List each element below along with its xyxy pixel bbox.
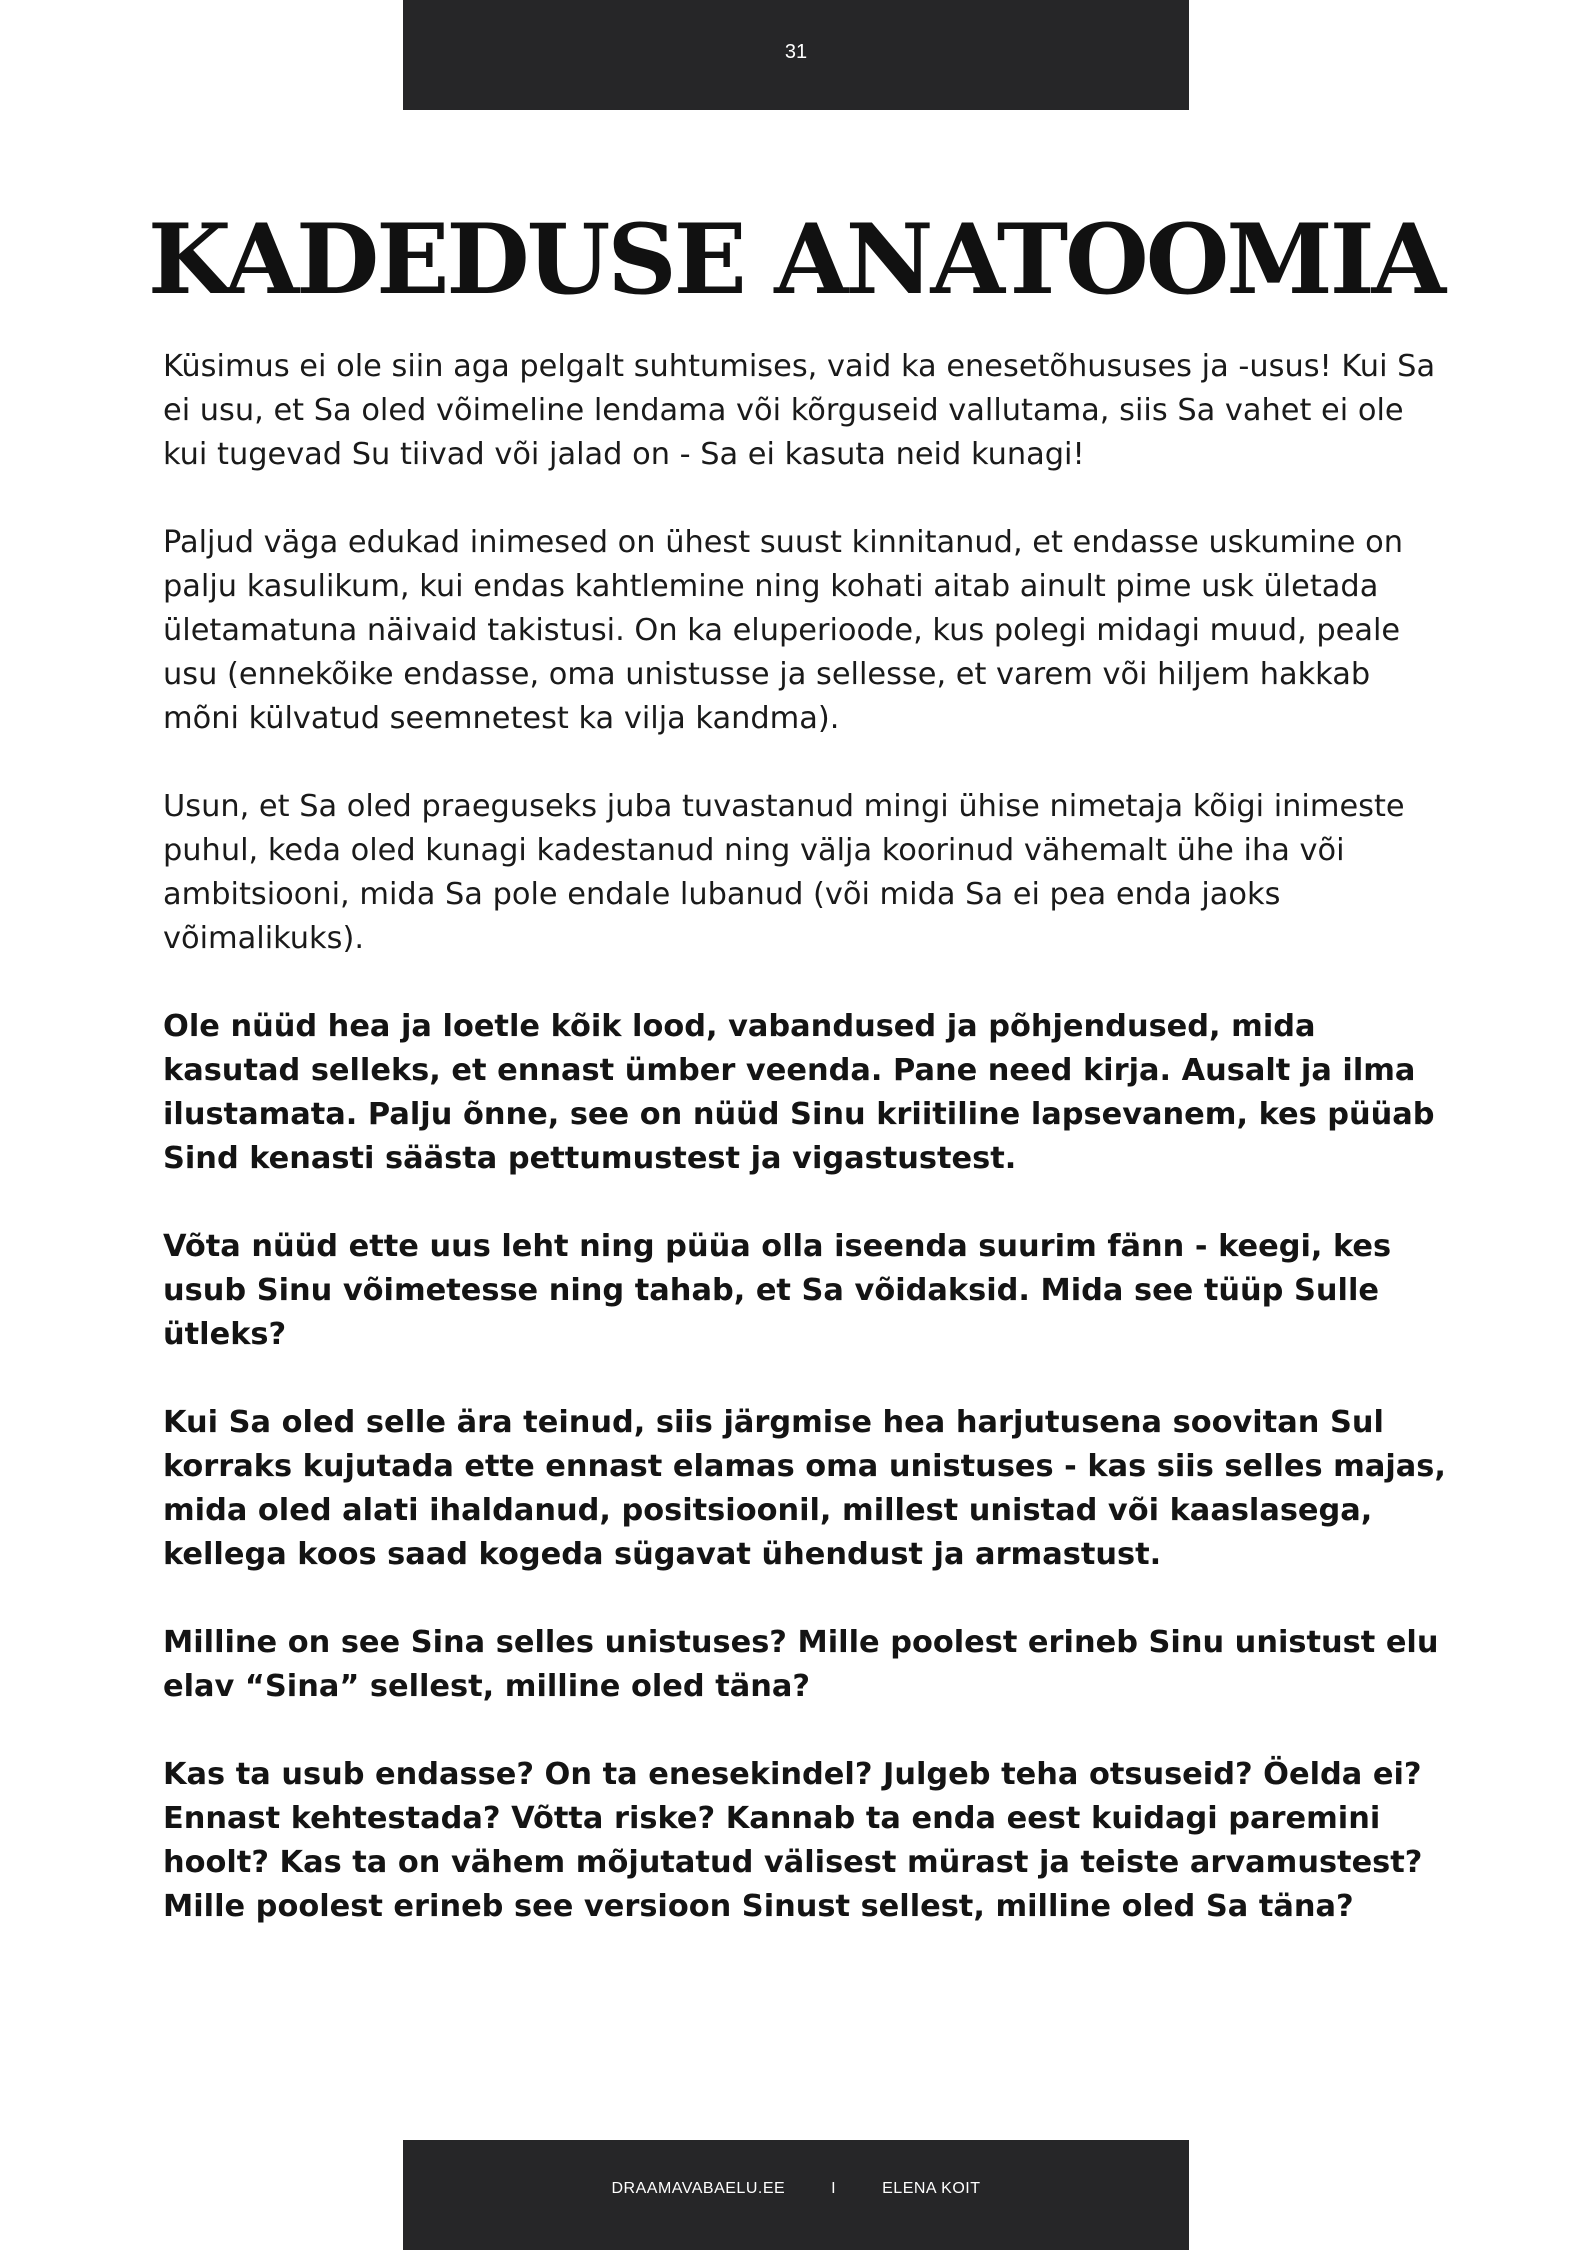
page-header-bar bbox=[403, 0, 1189, 110]
paragraph-6: Kui Sa oled selle ära teinud, siis järgmise hea harjutusena soovitan Sul korraks kujutada ette ennast elamas oma unistuses - kas siis selles majas, mida oled alati ihaldanud, positsioonil, millest unistad või kaaslasega, kellega koos saad kogeda sügavat ühendust ja armastust. bbox=[163, 1405, 1446, 1572]
paragraph-4: Ole nüüd hea ja loetle kõik lood, vabandused ja põhjendused, mida kasutad selleks, et ennast ümber veenda. Pane need kirja. Ausalt ja ilma ilustamata. Palju õnne, see on nüüd Sinu kriitiline lapsevanem, kes püüab Sind kenasti säästa pettumustest ja vigastustest. bbox=[163, 1009, 1435, 1176]
paragraph-3: Usun, et Sa oled praeguseks juba tuvastanud mingi ühise nimetaja kõigi inimeste puhul, keda oled kunagi kadestanud ning välja koorinud vähemalt ühe iha või ambitsiooni, mida Sa pole endale lubanud (või mida Sa ei pea enda jaoks võimalikuks). bbox=[163, 789, 1405, 956]
footer-author: ELENA KOIT bbox=[882, 2180, 981, 2197]
paragraph-1: Küsimus ei ole siin aga pelgalt suhtumises, vaid ka enesetõhususes ja -usus! Kui Sa ei usu, et Sa oled võimeline lendama või kõrguseid vallutama, siis Sa vahet ei ole kui tugevad Su tiivad või jalad on - Sa ei kasuta neid kunagi! bbox=[163, 349, 1436, 472]
page-number: 31 bbox=[784, 41, 808, 63]
paragraph-8: Kas ta usub endasse? On ta enesekindel? Julgeb teha otsuseid? Öelda ei? Ennast kehtestada? Võtta riske? Kannab ta enda eest kuidagi paremini hoolt? Kas ta on vähem mõjutatud välisest mürast ja teiste arvamustest? Mille poolest erineb see versioon Sinust sellest, milline oled Sa täna? bbox=[163, 1757, 1423, 1924]
page-title: KADEDUSE ANATOOMIA bbox=[147, 203, 1444, 316]
footer-separator: I bbox=[831, 2180, 837, 2197]
body-text bbox=[163, 345, 1453, 1973]
page-footer-bar bbox=[403, 2140, 1189, 2250]
paragraph-5: Võta nüüd ette uus leht ning püüa olla iseenda suurim fänn - keegi, kes usub Sinu võimetesse ning tahab, et Sa võidaksid. Mida see tüüp Sulle ütleks? bbox=[163, 1229, 1392, 1352]
paragraph-7: Milline on see Sina selles unistuses? Mille poolest erineb Sinu unistust elu elav “Sina” sellest, milline oled täna? bbox=[163, 1625, 1439, 1704]
paragraph-2: Paljud väga edukad inimesed on ühest suust kinnitanud, et endasse uskumine on palju kasulikum, kui endas kahtlemine ning kohati aitab ainult pime usk ületada ületamatuna näivaid takistusi. On ka eluperioode, kus polegi midagi muud, peale usu (ennekõike endasse, oma unistusse ja sellesse, et varem või hiljem hakkab mõni külvatud seemnetest ka vilja kandma). bbox=[163, 525, 1403, 736]
footer-site: DRAAMAVABAELU.EE bbox=[611, 2180, 786, 2197]
